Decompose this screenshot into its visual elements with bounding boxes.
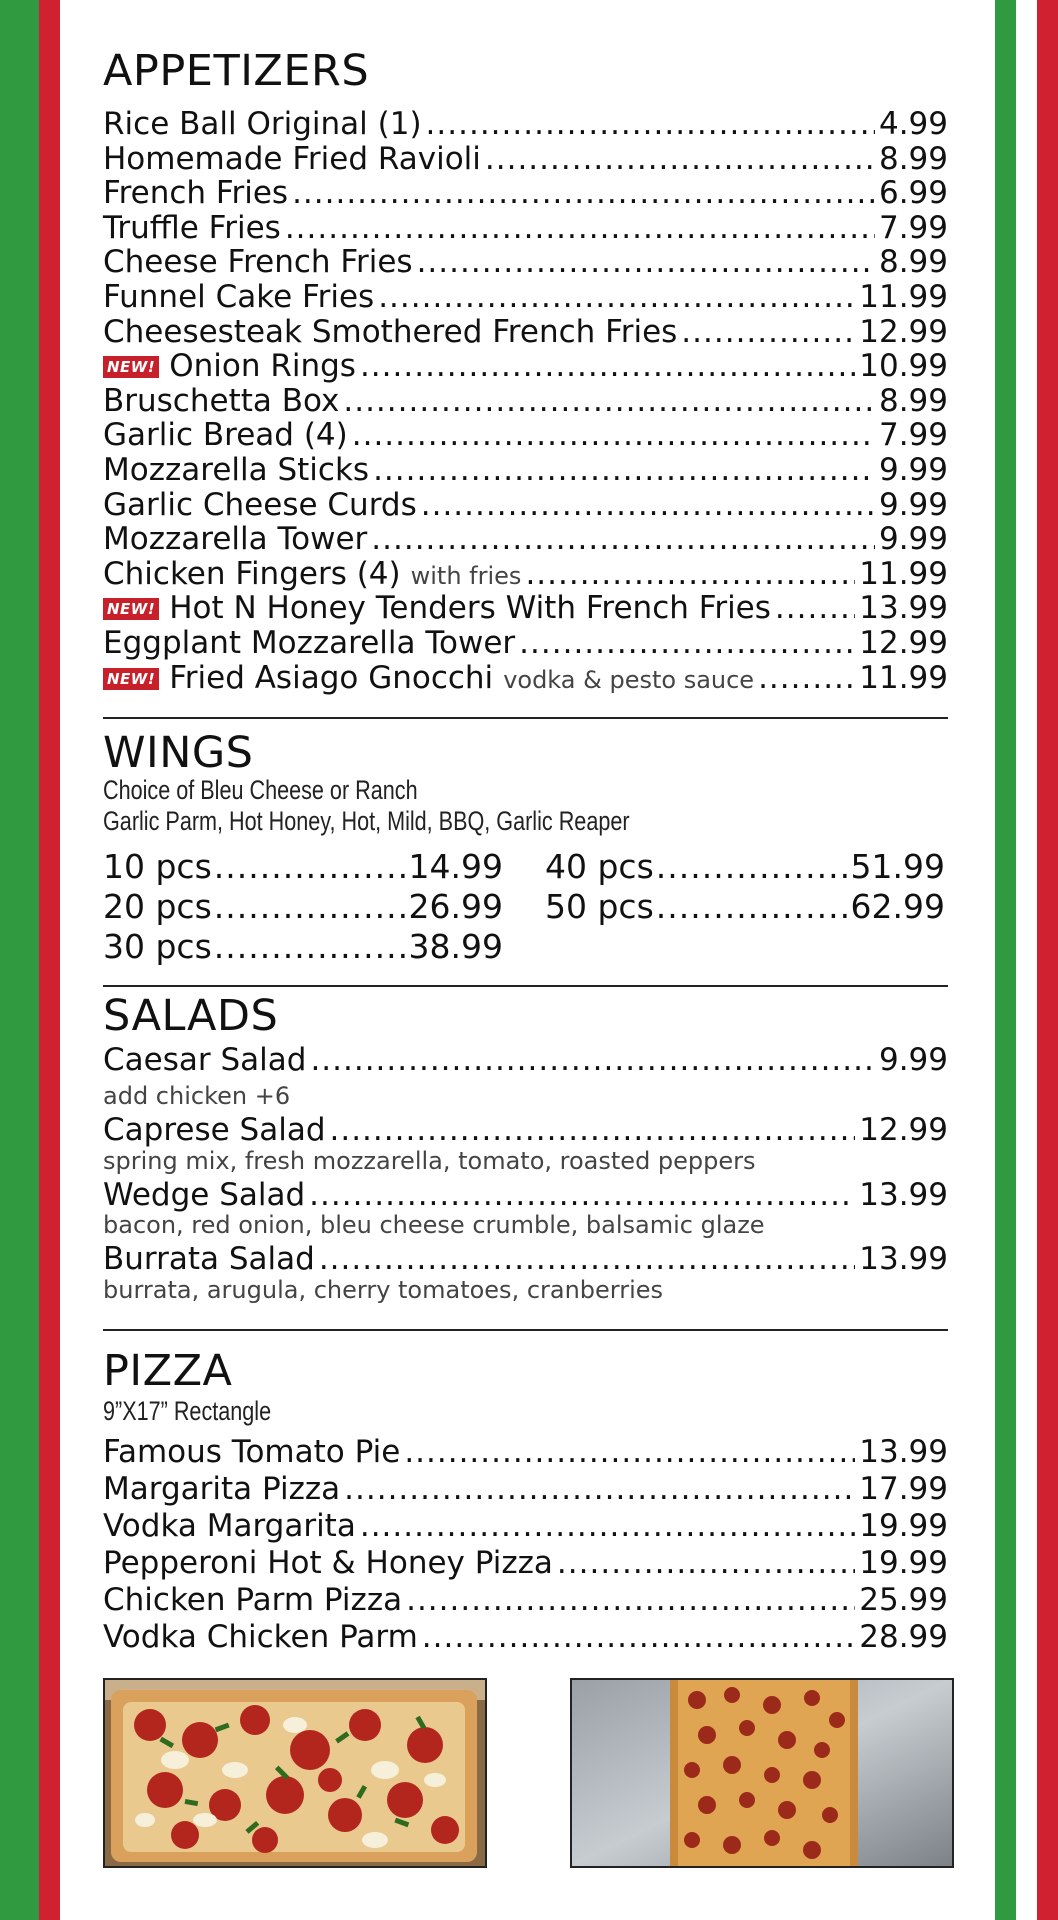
item-label: Pepperoni Hot & Honey Pizza — [103, 1545, 553, 1581]
appetizer-price: 9.99 — [878, 486, 948, 523]
appetizer-name — [103, 348, 356, 384]
dot-leader — [371, 521, 875, 557]
wings-sauce-note: Choice of Bleu Cheese or Ranch — [103, 775, 418, 805]
item-label: Wedge Salad — [103, 1177, 306, 1213]
appetizer-price: 6.99 — [878, 175, 948, 212]
appetizer-name-text: Onion Rings — [169, 348, 356, 385]
dot-leader — [485, 141, 875, 177]
price: 25.99 — [859, 1582, 948, 1618]
appetizers-title: APPETIZERS — [103, 46, 370, 96]
appetizer-price: 7.99 — [878, 417, 948, 454]
tomato-pie-image — [105, 1680, 485, 1866]
appetizer-item — [103, 660, 948, 696]
dot-leader — [422, 1619, 855, 1655]
dot-leader — [352, 417, 875, 453]
pizza-item — [103, 1471, 948, 1507]
new-badge: NEW! — [103, 356, 159, 378]
appetizer-item — [103, 210, 948, 246]
dot-leader — [360, 1508, 855, 1544]
dot-leader — [344, 1471, 855, 1507]
dot-leader — [285, 210, 875, 246]
appetizer-name-text: Mozzarella Sticks — [103, 452, 370, 488]
appetizer-price: 7.99 — [878, 209, 948, 246]
salad-description: add chicken +6 — [103, 1082, 291, 1110]
price: 19.99 — [859, 1545, 948, 1581]
wing-option — [103, 847, 503, 887]
dot-leader — [406, 1582, 855, 1618]
appetizer-item — [103, 521, 948, 557]
price: 62.99 — [850, 887, 945, 926]
appetizer-name — [103, 660, 754, 698]
appetizer-name-text: Mozzarella Tower — [103, 521, 368, 558]
dot-leader — [557, 1545, 855, 1581]
appetizer-item — [103, 106, 948, 142]
price: 13.99 — [859, 1177, 948, 1213]
appetizer-name — [103, 383, 339, 419]
tomato-pie-photo — [103, 1678, 487, 1868]
right-green-stripe — [995, 0, 1016, 1920]
appetizer-name — [103, 521, 367, 557]
appetizer-name — [103, 175, 288, 211]
salad-description: spring mix, fresh mozzarella, tomato, roasted peppers — [103, 1147, 756, 1175]
appetizer-price: 11.99 — [859, 659, 948, 696]
appetizer-name — [103, 417, 348, 453]
appetizer-item — [103, 141, 948, 177]
appetizer-item — [103, 417, 948, 453]
left-red-stripe — [39, 0, 60, 1920]
appetizer-item — [103, 314, 948, 350]
appetizer-name — [103, 244, 413, 280]
price: 9.99 — [878, 1042, 948, 1078]
appetizer-item — [103, 625, 948, 661]
dot-leader — [656, 847, 849, 887]
appetizer-name-text: Rice Ball Original (1) — [103, 106, 422, 142]
appetizer-name — [103, 556, 521, 594]
dot-leader — [214, 927, 407, 967]
appetizer-price: 4.99 — [878, 106, 948, 142]
dot-leader — [525, 556, 855, 592]
dot-leader — [519, 625, 855, 661]
appetizer-name-text: Garlic Cheese Curds — [103, 486, 417, 523]
appetizer-price: 11.99 — [859, 555, 948, 592]
wing-option — [103, 887, 503, 927]
salad-item — [103, 1112, 948, 1148]
wings-divider — [103, 985, 948, 987]
dot-leader — [417, 244, 875, 280]
pizza-size-note: 9”X17” Rectangle — [103, 1396, 272, 1426]
item-label: Burrata Salad — [103, 1241, 315, 1277]
item-label: Caprese Salad — [103, 1112, 326, 1148]
item-label: Famous Tomato Pie — [103, 1434, 401, 1470]
appetizer-name — [103, 452, 369, 488]
appetizer-note: vodka & pesto sauce — [503, 665, 755, 694]
dot-leader — [360, 348, 855, 384]
dot-leader — [330, 1112, 856, 1148]
appetizer-price: 9.99 — [878, 521, 948, 558]
appetizer-item — [103, 383, 948, 419]
appetizer-price: 12.99 — [859, 313, 948, 350]
pizza-item — [103, 1434, 948, 1470]
appetizer-name-text: Garlic Bread (4) — [103, 417, 348, 454]
item-label: Vodka Margarita — [103, 1508, 356, 1544]
dot-leader — [319, 1241, 855, 1277]
price: 14.99 — [408, 847, 503, 886]
price: 17.99 — [859, 1471, 948, 1507]
appetizer-name — [103, 314, 677, 350]
dot-leader — [343, 383, 875, 419]
appetizer-note: with fries — [410, 561, 522, 590]
appetizer-name — [103, 279, 374, 315]
right-red-stripe — [1037, 0, 1058, 1920]
new-badge: NEW! — [103, 598, 159, 620]
price: 12.99 — [859, 1112, 948, 1148]
appetizer-name — [103, 487, 417, 523]
price: 28.99 — [859, 1619, 948, 1655]
dot-leader — [421, 487, 875, 523]
item-label: 50 pcs — [545, 887, 654, 926]
dot-leader — [404, 1434, 855, 1470]
price: 13.99 — [859, 1241, 948, 1277]
item-label: Chicken Parm Pizza — [103, 1582, 403, 1618]
dot-leader — [758, 660, 855, 696]
pepperoni-pizza-photo — [570, 1678, 954, 1868]
appetizer-item — [103, 590, 948, 626]
appetizer-name-text: Chicken Fingers (4) — [103, 555, 401, 592]
salad-item — [103, 1042, 948, 1078]
dot-leader — [292, 175, 875, 211]
price: 19.99 — [859, 1508, 948, 1544]
item-label: 40 pcs — [545, 847, 654, 886]
dot-leader — [310, 1042, 875, 1078]
appetizer-price: 10.99 — [859, 348, 948, 385]
appetizer-item — [103, 487, 948, 523]
appetizer-name-text: French Fries — [103, 175, 289, 212]
appetizer-price: 11.99 — [859, 279, 948, 315]
salad-description: bacon, red onion, bleu cheese crumble, balsamic glaze — [103, 1211, 765, 1239]
item-label: 30 pcs — [103, 927, 212, 966]
left-green-stripe — [0, 0, 39, 1920]
appetizer-item — [103, 244, 948, 280]
pizza-item — [103, 1508, 948, 1544]
dot-leader — [378, 279, 855, 315]
dot-leader — [656, 887, 849, 927]
appetizer-price: 8.99 — [878, 382, 948, 419]
appetizer-name-text: Homemade Fried Ravioli — [103, 140, 481, 177]
dot-leader — [309, 1177, 855, 1213]
appetizer-name — [103, 106, 422, 142]
appetizers-divider — [103, 717, 948, 719]
salad-item — [103, 1241, 948, 1277]
salads-divider — [103, 1329, 948, 1331]
dot-leader — [373, 452, 875, 488]
price: 13.99 — [859, 1434, 948, 1470]
pizza-item — [103, 1619, 948, 1655]
appetizer-name-text: Truffle Fries — [103, 209, 281, 246]
salad-item — [103, 1177, 948, 1213]
appetizer-price: 13.99 — [859, 590, 948, 627]
appetizer-item — [103, 175, 948, 211]
appetizer-price: 12.99 — [859, 625, 948, 661]
item-label: Caesar Salad — [103, 1042, 307, 1078]
appetizer-name-text: Hot N Honey Tenders With French Fries — [169, 590, 771, 627]
appetizer-item — [103, 279, 948, 315]
dot-leader — [214, 887, 407, 927]
dot-leader — [426, 106, 875, 142]
appetizer-name — [103, 590, 771, 626]
item-label: Margarita Pizza — [103, 1471, 341, 1507]
wings-title: WINGS — [103, 728, 254, 778]
dot-leader — [214, 847, 407, 887]
appetizer-price: 8.99 — [878, 140, 948, 177]
appetizer-item — [103, 348, 948, 384]
appetizer-name — [103, 210, 281, 246]
pizza-item — [103, 1582, 948, 1618]
new-badge: NEW! — [103, 668, 159, 690]
appetizer-name-text: Funnel Cake Fries — [103, 279, 375, 315]
pepperoni-pizza-image — [572, 1680, 952, 1866]
item-label: Vodka Chicken Parm — [103, 1619, 418, 1655]
appetizer-name-text: Eggplant Mozzarella Tower — [103, 625, 516, 661]
dot-leader — [775, 590, 855, 626]
item-label: 10 pcs — [103, 847, 212, 886]
wings-flavors-note: Garlic Parm, Hot Honey, Hot, Mild, BBQ, Garlic Reaper — [103, 806, 630, 836]
wing-option — [545, 847, 945, 887]
dot-leader — [681, 314, 855, 350]
salad-description: burrata, arugula, cherry tomatoes, cranberries — [103, 1276, 664, 1304]
appetizer-item — [103, 556, 948, 592]
appetizer-price: 8.99 — [878, 244, 948, 281]
wing-option — [545, 887, 945, 927]
price: 26.99 — [408, 887, 503, 926]
appetizer-name-text: Fried Asiago Gnocchi — [169, 659, 494, 696]
appetizer-name-text: Bruschetta Box — [103, 382, 340, 419]
appetizer-price: 9.99 — [878, 452, 948, 488]
wing-option — [103, 927, 503, 967]
appetizer-name-text: Cheesesteak Smothered French Fries — [103, 313, 678, 350]
pizza-item — [103, 1545, 948, 1581]
item-label: 20 pcs — [103, 887, 212, 926]
price: 51.99 — [850, 847, 945, 886]
pizza-title: PIZZA — [103, 1346, 233, 1396]
appetizer-name — [103, 141, 481, 177]
salads-title: SALADS — [103, 991, 279, 1041]
appetizer-name — [103, 625, 515, 661]
price: 38.99 — [408, 927, 503, 966]
appetizer-item — [103, 452, 948, 488]
appetizer-name-text: Cheese French Fries — [103, 244, 413, 281]
